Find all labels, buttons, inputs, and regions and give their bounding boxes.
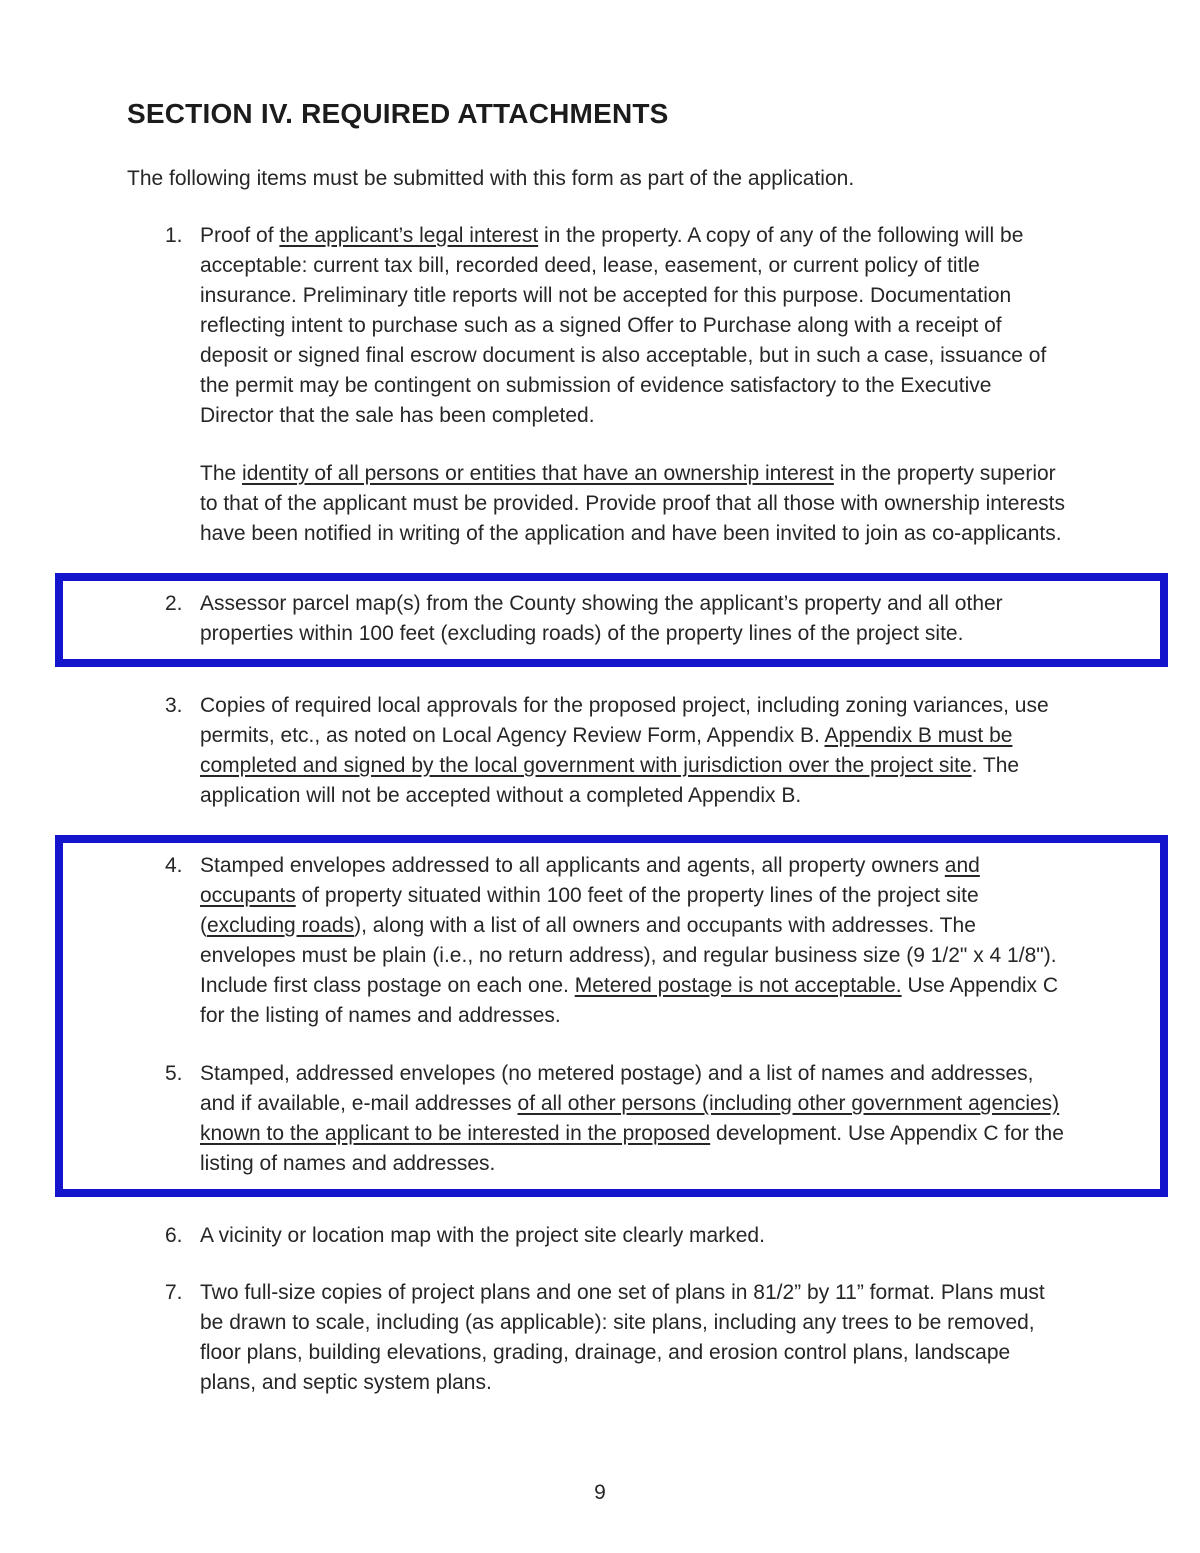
list-item-number: 6. xyxy=(165,1224,183,1247)
paragraph: Stamped, addressed envelopes (no metered postage) and a list of names and addresses, and if available, e-mail addresses of all other persons (including other government agencies) known to the applicant to be interested in the proposed development. Use Appendix C for the listing of names and addresses. xyxy=(200,1062,1064,1175)
list-item-body xyxy=(200,221,1066,549)
list-item-number: 7. xyxy=(165,1281,183,1304)
list-item-7 xyxy=(165,1278,1200,1398)
list-item-3 xyxy=(165,691,1200,811)
section-title: SECTION IV. REQUIRED ATTACHMENTS xyxy=(127,98,669,129)
list-item-body xyxy=(200,691,1066,811)
intro-paragraph: The following items must be submitted with this form as part of the application. xyxy=(127,167,855,190)
list-item-body xyxy=(200,1221,1066,1251)
highlight-box-2 xyxy=(55,835,1168,1197)
list-item-2 xyxy=(165,589,1160,649)
list-item-number: 4. xyxy=(165,854,183,877)
paragraph: Copies of required local approvals for the proposed project, including zoning variances, use permits, etc., as noted on Local Agency Review Form, Appendix B. Appendix B must be completed and signed by the local government with jurisdiction over the project site. The application will not be accepted without a completed Appendix B. xyxy=(200,694,1049,807)
list-item-body xyxy=(200,1059,1066,1179)
paragraph: The identity of all persons or entities that have an ownership interest in the property superior to that of the applicant must be provided. Provide proof that all those with ownership interests have been notified in writing of the application and have been invited to join as co-applicants. xyxy=(200,462,1065,545)
list-item-number: 5. xyxy=(165,1062,183,1085)
paragraph: Two full-size copies of project plans and one set of plans in 81/2” by 11” format. Plans must be drawn to scale, including (as applicable): site plans, including any trees to be removed, floor plans, building elevations, grading, drainage, and erosion control plans, landscape plans, and septic system plans. xyxy=(200,1281,1045,1394)
paragraph: A vicinity or location map with the project site clearly marked. xyxy=(200,1224,765,1247)
list-item-body xyxy=(200,1278,1066,1398)
list-item-6 xyxy=(165,1221,1200,1251)
list-item-body xyxy=(200,589,1066,649)
list-item-number: 2. xyxy=(165,592,183,615)
list-item-number: 3. xyxy=(165,694,183,717)
page-number: 9 xyxy=(594,1481,606,1504)
list-item-5 xyxy=(165,1059,1160,1179)
list-item-1 xyxy=(165,221,1200,549)
paragraph: Stamped envelopes addressed to all applicants and agents, all property owners and occupants of property situated within 100 feet of the property lines of the project site (excluding roads), along with a list of all owners and occupants with addresses. The envelopes must be plain (i.e., no return address), and regular business size (9 1/2" x 4 1/8"). Include first class postage on each one. Metered postage is not acceptable. Use Appendix C for the listing of names and addresses. xyxy=(200,854,1059,1027)
list-item-number: 1. xyxy=(165,224,183,247)
highlight-box-1 xyxy=(55,573,1168,667)
paragraph: Assessor parcel map(s) from the County showing the applicant’s property and all other properties within 100 feet (excluding roads) of the property lines of the project site. xyxy=(200,592,1003,645)
paragraph: Proof of the applicant’s legal interest in the property. A copy of any of the following will be acceptable: current tax bill, recorded deed, lease, easement, or current policy of title insurance. Preliminary title reports will not be accepted for this purpose. Documentation reflecting intent to purchase such as a signed Offer to Purchase along with a receipt of deposit or signed final escrow document is also acceptable, but in such a case, issuance of the permit may be contingent on submission of evidence satisfactory to the Executive Director that the sale has been completed. xyxy=(200,224,1047,427)
list-item-4 xyxy=(165,851,1160,1031)
list-item-body xyxy=(200,851,1066,1031)
